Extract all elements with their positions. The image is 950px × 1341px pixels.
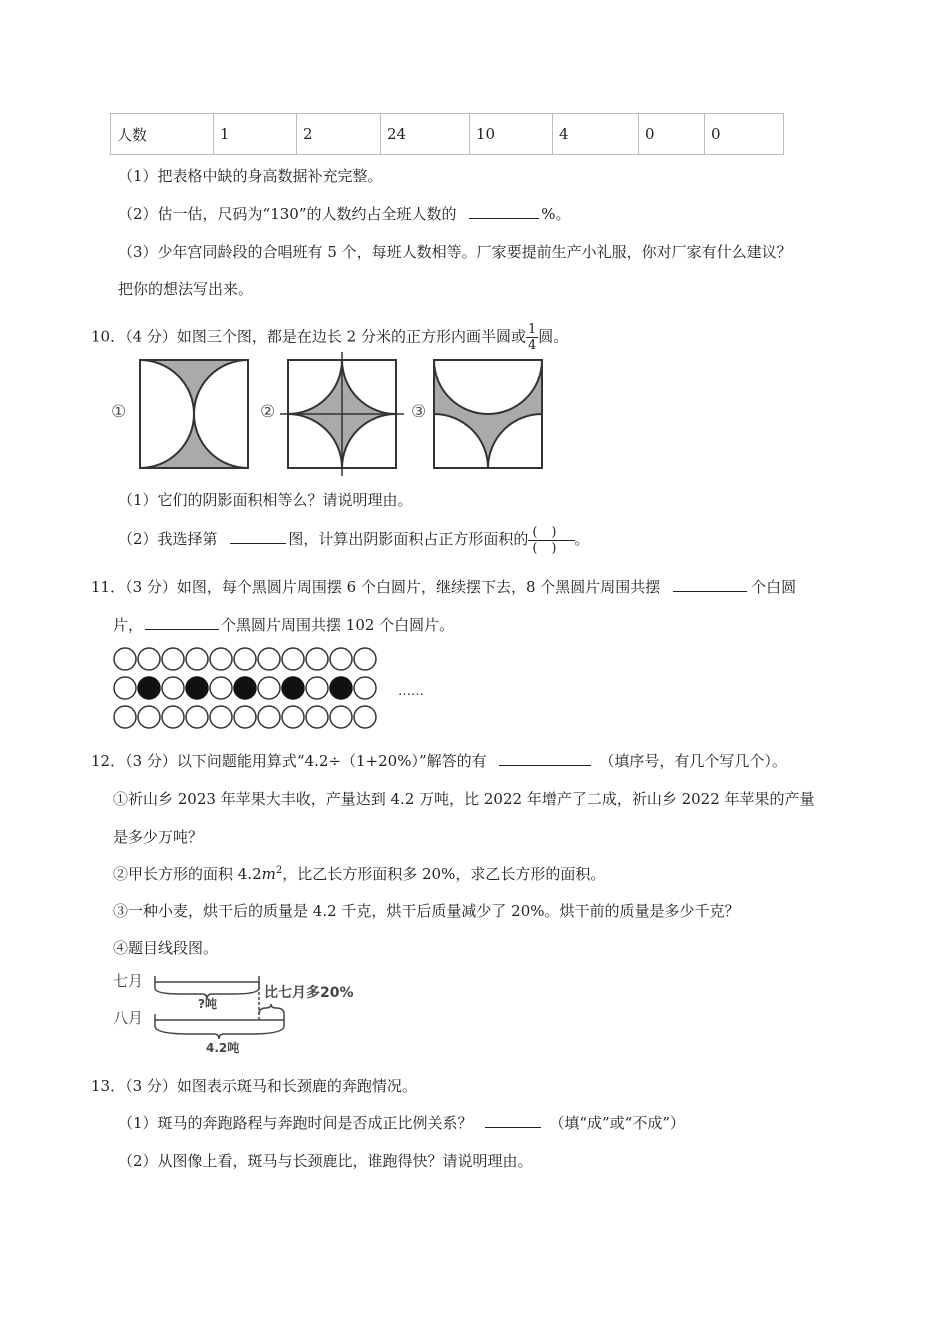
- q10-stem-text: 10．（4 分）如图三个图，都是在边长 2 分米的正方形内画半圆或: [91, 327, 526, 346]
- q10-part2-end: 。: [574, 530, 590, 548]
- circle-pattern-figure: [110, 645, 430, 730]
- q11-line1-end: 个白圆: [751, 578, 797, 596]
- answer-blank[interactable]: [145, 615, 219, 630]
- q12-option1-line2: 是多少万吨？: [113, 828, 204, 846]
- q13-part2: （2）从图像上看，斑马与长颈鹿比，谁跑得快？请说明理由。: [118, 1152, 533, 1170]
- q10-part2-text: （2）我选择第: [118, 530, 218, 548]
- fraction-denominator-blank[interactable]: (): [532, 540, 571, 556]
- answer-blank[interactable]: [469, 204, 539, 219]
- q12-stem-end: （填序号，有几个写几个）。: [599, 752, 787, 770]
- total-label: 4.2吨: [206, 1041, 240, 1055]
- figure-2-quarter-circles: [288, 360, 396, 468]
- table-cell: 24: [381, 114, 470, 155]
- q10-part2-mid: 图，计算出阴影面积占正方形面积的: [288, 530, 529, 548]
- q11-line2: [113, 614, 454, 635]
- q11-line2-text: 片，: [113, 616, 144, 634]
- line-segment-diagram: [110, 968, 375, 1058]
- answer-blank[interactable]: [499, 751, 591, 766]
- q12-stem: [91, 750, 787, 771]
- fraction-denominator: 4: [527, 338, 537, 353]
- figure-1-semicircles: [140, 360, 248, 468]
- increase-label: 比七月多20%: [264, 985, 354, 1001]
- q11-line2-end: 个黑圆片周围共摆 102 个白圆片。: [221, 616, 455, 634]
- fraction-numerator: 1: [527, 322, 537, 337]
- table-cell: 0: [705, 114, 784, 155]
- table-cell: 4: [553, 114, 639, 155]
- july-label: 七月: [113, 972, 144, 990]
- figure-label-1: ①: [111, 402, 127, 422]
- unit-m: m: [261, 865, 276, 883]
- q9-part2: [118, 203, 571, 224]
- q10-part2: [118, 522, 590, 556]
- q11-line1-text: 11．（3 分）如图，每个黑圆片周围摆 6 个白圆片，继续摆下去，8 个黑圆片周围共摆: [91, 578, 661, 596]
- q12-option3: ③一种小麦，烘干后的质量是 4.2 千克，烘干后质量减少了 20%。烘干前的质量是多少千克？: [113, 902, 740, 920]
- figure-label-2: ②: [260, 402, 276, 422]
- figure-label-3: ③: [411, 402, 427, 422]
- q12-option1-line1: ①祈山乡 2023 年苹果大丰收，产量达到 4.2 万吨，比 2022 年增产了二成，祈山乡 2022 年苹果的产量: [113, 790, 815, 808]
- table-row: [111, 114, 784, 155]
- table-cell: 0: [639, 114, 705, 155]
- q9-part3-line1: （3）少年宫同龄段的合唱班有 5 个，每班人数相等。厂家要提前生产小礼服，你对厂家有什么建议？: [118, 243, 792, 261]
- answer-blank[interactable]: [230, 529, 286, 544]
- q12-option4: ④题目线段图。: [113, 939, 219, 957]
- q9-part1: （1）把表格中缺的身高数据补充完整。: [118, 167, 383, 185]
- pattern-ellipsis: ……: [398, 684, 424, 699]
- q9-part2-text: （2）估一估，尺码为“130”的人数约占全班人数的: [118, 205, 457, 223]
- q13-part1: [118, 1112, 685, 1133]
- q12-stem-text: 12．（3 分）以下问题能用算式“4.2÷（1+20%）”解答的有: [91, 752, 487, 770]
- answer-blank[interactable]: [485, 1113, 541, 1128]
- august-label: 八月: [113, 1009, 144, 1027]
- q10-stem: [91, 322, 568, 353]
- q10-part1: （1）它们的阴影面积相等么？请说明理由。: [118, 491, 413, 509]
- answer-blank[interactable]: [673, 577, 747, 592]
- q10-stem-end: 圆。: [538, 327, 569, 346]
- q13-part1-text: （1）斑马的奔跑路程与奔跑时间是否成正比例关系？: [118, 1114, 473, 1132]
- unknown-label: ?吨: [198, 997, 217, 1011]
- fraction-numerator-blank[interactable]: (): [528, 525, 574, 541]
- table-row-label: 人数: [111, 114, 214, 155]
- quarter-fraction: [526, 322, 538, 353]
- q12-option2-end: ，比乙长方形面积多 20%，求乙长方形的面积。: [282, 865, 606, 883]
- table-cell: 10: [470, 114, 553, 155]
- q12-option2: [113, 863, 605, 884]
- answer-fraction[interactable]: [528, 525, 574, 556]
- q12-option2-text: ②甲长方形的面积 4.2: [113, 865, 262, 883]
- table-cell: 1: [214, 114, 297, 155]
- q11-line1: [91, 576, 796, 597]
- height-table: [110, 113, 784, 155]
- q13-stem: 13．（3 分）如图表示斑马和长颈鹿的奔跑情况。: [91, 1077, 417, 1095]
- q9-part2-suffix: %。: [541, 205, 571, 223]
- table-cell: 2: [297, 114, 381, 155]
- q13-part1-end: （填“成”或“不成”）: [549, 1114, 686, 1132]
- q9-part3-line2: 把你的想法写出来。: [118, 280, 254, 298]
- unit-exponent: 2: [275, 865, 283, 876]
- figure-3-mixed-arcs: [434, 360, 542, 468]
